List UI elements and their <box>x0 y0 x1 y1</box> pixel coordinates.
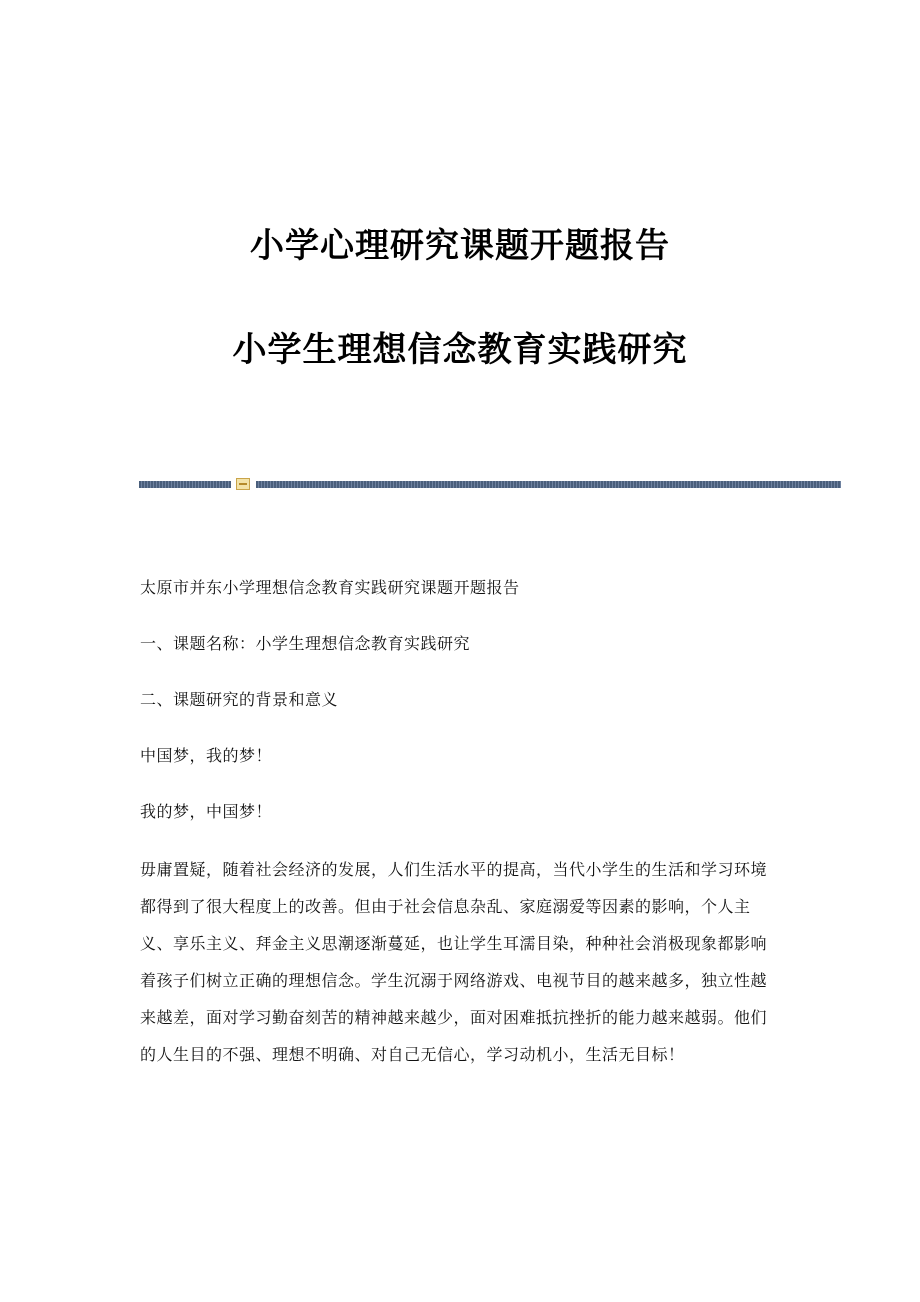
background-paragraph: 毋庸置疑，随着社会经济的发展，人们生活水平的提高，当代小学生的生活和学习环境都得到了很大程度上的改善。但由于社会信息杂乱、家庭溺爱等因素的影响，个人主义、享乐主义、拜金主义思潮逐渐蔓延，也让学生耳濡目染，种种社会消极现象都影响着孩子们树立正确的理想信念。学生沉溺于网络游戏、电视节目的越来越多，独立性越来越差，面对学习勤奋刻苦的精神越来越少，面对困难抵抗挫折的能力越来越弱。他们的人生目的不强、理想不明确、对自己无信心，学习动机小，生活无目标！ <box>140 860 768 1064</box>
section-topic-name: 一、课题名称：小学生理想信念教育实践研究 <box>140 634 471 653</box>
slogan-line-2: 我的梦，中国梦！ <box>140 802 273 821</box>
slogan-line-1: 中国梦，我的梦！ <box>140 746 273 765</box>
divider-bar-left <box>139 481 231 488</box>
document-subtitle: 小学生理想信念教育实践研究 <box>232 330 688 370</box>
section-background-heading: 二、课题研究的背景和意义 <box>140 690 339 709</box>
document-title: 小学心理研究课题开题报告 <box>250 226 670 266</box>
report-heading: 太原市并东小学理想信念教育实践研究课题开题报告 <box>140 578 520 597</box>
divider-bar-right <box>256 481 841 488</box>
divider-ornament-icon <box>236 478 250 490</box>
section-divider <box>139 478 841 492</box>
